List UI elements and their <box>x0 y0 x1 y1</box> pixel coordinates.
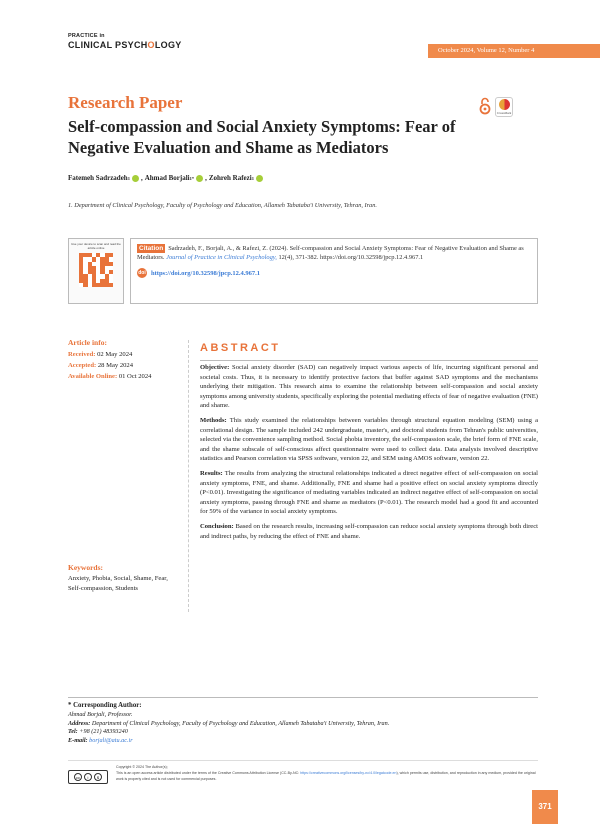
article-title: Self-compassion and Social Anxiety Symptoms: Fear of Negative Evaluation and Shame as Mediators <box>68 117 456 157</box>
footer-divider <box>68 697 538 698</box>
keywords-text: Anxiety, Phobia, Social, Shame, Fear, Self-compassion, Students <box>68 575 168 592</box>
orcid-icon[interactable] <box>256 175 263 182</box>
corresponding-name: Ahmad Borjali, Professor. <box>68 711 133 718</box>
qr-caption: Use your device to scan and read the article online <box>71 242 121 250</box>
keywords-title: Keywords: <box>68 563 103 572</box>
corresponding-tel: Tel: +98 (21) 48393240 <box>68 728 128 736</box>
citation-journal: Journal of Practice in Clinical Psychology, <box>166 254 277 262</box>
online-date: Available Online: 01 Oct 2024 <box>68 373 152 380</box>
issue-banner: October 2024, Volume 12, Number 4 <box>428 44 600 58</box>
abstract-heading: ABSTRACT <box>200 338 538 361</box>
author-1: Fatemeh Sadrzadeh 1 , <box>68 174 143 182</box>
cc-by-nc-icon[interactable]: cc i $ <box>68 770 108 784</box>
copyright: Copyright © 2024 The Author(s); <box>116 765 168 769</box>
corresponding-address: Address: Department of Clinical Psychology, Faculty of Psychology and Education, Allameh Tabataba'i University, Tehran, Iran. <box>68 719 390 727</box>
journal-logo-small: PRACTICE in <box>68 33 105 39</box>
citation-box <box>130 238 538 304</box>
license <box>68 764 538 784</box>
keywords <box>68 563 180 594</box>
column-divider <box>188 340 189 612</box>
journal-logo <box>68 34 182 50</box>
author-list <box>68 174 265 182</box>
abstract-objective: Objective: Social anxiety disorder (SAD) can negatively impact various aspects of life, incurring significant personal and societal costs. Thus, it is necessary to identify protective factors that buffer against SAD symptoms and the mechanisms underlying their mitigation. This research aims to examine the relationship between self-compassion and social anxiety symptoms among university students, specifically exploring the potential mediating effects of fear of negative evaluation (FNE) and shame. <box>200 364 539 410</box>
abstract-conclusion: Conclusion: Based on the research results, increasing self-compassion can reduce social anxiety symptoms through both direct and indirect paths, by reducing the effect of FNE and shame. <box>200 522 538 540</box>
open-access-icon[interactable] <box>478 97 492 115</box>
article-info-title: Article info: <box>68 338 107 347</box>
doi-link[interactable]: https://doi.org/10.32598/jpcp.12.4.967.1 <box>151 269 261 277</box>
orcid-icon[interactable] <box>132 175 139 182</box>
author-3: Zohreh Rafezi 1 <box>209 174 265 182</box>
doi-row <box>137 268 531 278</box>
affiliation: 1. Department of Clinical Psychology, Faculty of Psychology and Education, Allameh Tabataba'i University, Tehran, Iran. <box>68 202 377 209</box>
license-text: Copyright © 2024 The Author(s); This is an open access article distributed under the terms of the Creative Commons Attribution License (CC-By-NC: https://creativecommons.org/licenses/by-nc/4.0/legalcode.en), which permits use, distribution, and reproduction in any medium, provided the original work is properly cited and is not used for commercial purposes. <box>116 764 538 784</box>
author-2: Ahmad Borjali 1* , <box>144 174 207 182</box>
accepted-date: Accepted: 28 May 2024 <box>68 362 134 369</box>
corresponding-author <box>68 702 538 745</box>
qr-code-icon[interactable] <box>79 253 113 287</box>
license-link[interactable]: https://creativecommons.org/licenses/by-nc/4.0/legalcode.en <box>300 771 397 775</box>
abstract-methods: Methods: This study examined the relationships between variables through structural equation modeling (SEM) using a correlational design. The sample included 242 undergraduate, master's, and doctoral students from Tehran's public universities, selected via the convenience sampling method. Social phobia inventory, the self-compassion scale, the brief form of FNE scale, and the shame subscale of self-conscious affect questionnaire were used to collect data. Data analysis involved descriptive statistics and Pearson correlation via SPSS software, version 22, and SEM using AMOS software, version 22. <box>200 416 539 463</box>
email-link[interactable]: borjali@atu.ac.ir <box>89 736 133 744</box>
corresponding-email: E-mail: borjali@atu.ac.ir <box>68 736 133 744</box>
abstract-results: Results: The results from analyzing the structural relationships indicated a direct negative effect of self-compassion on social anxiety symptoms, FNE, and shame. Additionally, FNE and shame had a positive effect on social anxiety symptoms directly (P<0.01). Investigating the significance of mediating variables indicated an indirect negative effect of self-compassion on social anxiety symptoms, passing through FNE and shame as mediators (P<0.01). The research model had a good fit and accounted for 59% of the variance in social anxiety symptoms. <box>200 469 539 516</box>
qr-box <box>68 238 124 304</box>
header-icons <box>478 97 513 117</box>
journal-logo-big: CLINICAL PSYCHOLOGY <box>68 39 182 50</box>
corresponding-title: * Corresponding Author: <box>68 702 142 709</box>
citation-label: Citation <box>139 245 164 252</box>
orcid-icon[interactable] <box>196 175 203 182</box>
paper-type: Research Paper <box>68 93 183 112</box>
received-date: Received: 02 May 2024 <box>68 351 133 358</box>
page-number: 371 <box>532 790 558 824</box>
article-info <box>68 338 180 382</box>
citation-text: Citation Sadrzadeh, F., Borjali, A., & Rafezi, Z. (2024). Self-compassion and Social Anxiety Symptoms: Fear of Negative Evaluation and Shame as Mediators. Journal of Practice in Clinical Psychology, 12(4), 371-382. https://doi.org/10.32598/jpcp.12.4.967.1 <box>137 245 524 262</box>
abstract-body <box>200 363 538 546</box>
license-divider <box>68 760 538 761</box>
crossmark-icon[interactable]: CrossMark <box>495 97 513 117</box>
doi-icon: doi <box>138 270 146 277</box>
